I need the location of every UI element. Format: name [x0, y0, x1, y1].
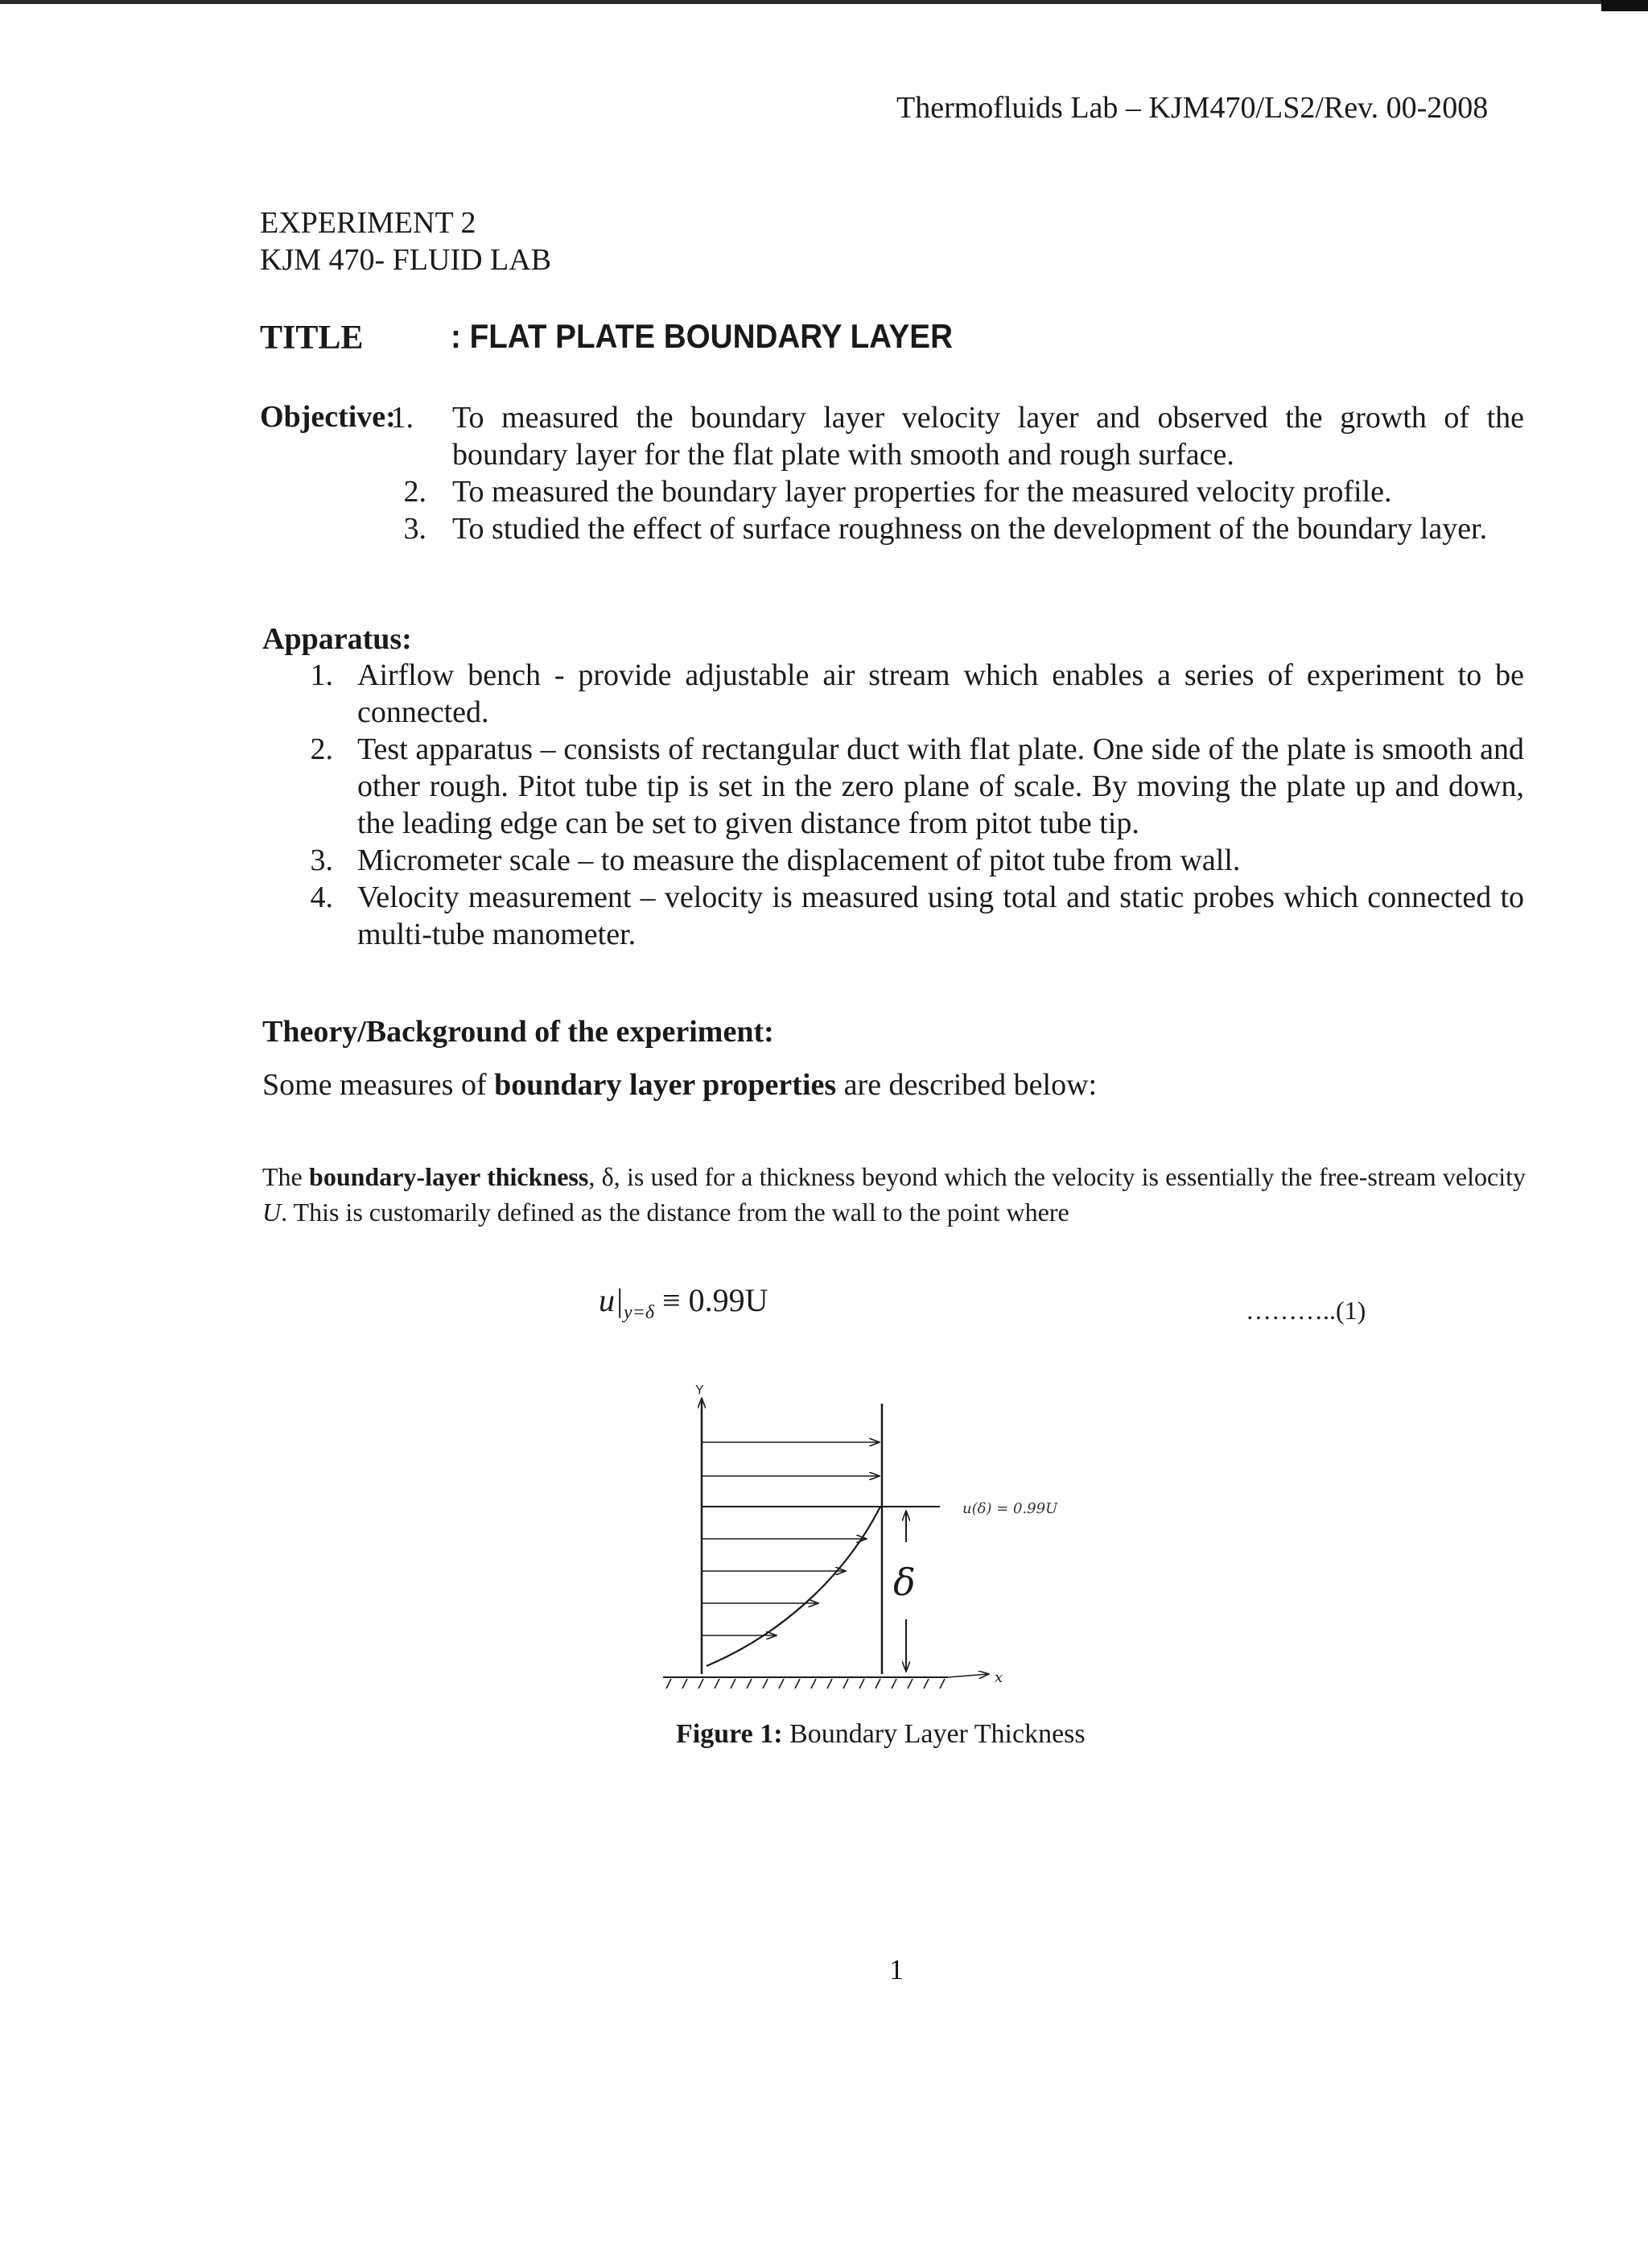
- experiment-heading: [260, 204, 551, 278]
- para-bold: boundary-layer thickness: [309, 1162, 589, 1191]
- equation-lhs: u|: [599, 1282, 624, 1318]
- equation-1: [599, 1281, 768, 1324]
- theory-heading: Theory/Background of the experiment:: [262, 1015, 774, 1049]
- equation-number: ………..(1): [1246, 1296, 1366, 1325]
- title-label: TITLE: [260, 320, 364, 357]
- apparatus-item-4: Velocity measurement – velocity is measured using total and static probes which connected to multi-tube manometer.: [357, 880, 1524, 951]
- apparatus-item-3: Micrometer scale – to measure the displacement of pitot tube from wall.: [357, 843, 1241, 877]
- apparatus-label: Apparatus:: [262, 622, 412, 656]
- velocity-profile-curve: [707, 1507, 880, 1666]
- intro-bold: boundary layer properties: [494, 1068, 837, 1102]
- boundary-layer-figure: [658, 1378, 1141, 1716]
- para-mid: , δ, is used for a thickness beyond which the velocity is essentially the free-stream velocity: [588, 1162, 1526, 1191]
- theory-intro: [262, 1067, 1097, 1103]
- title-text: : FLAT PLATE BOUNDARY LAYER: [451, 317, 953, 355]
- objective-item-3: To studied the effect of surface roughness on the development of the boundary layer.: [452, 512, 1488, 546]
- experiment-number: EXPERIMENT 2: [260, 206, 476, 240]
- thickness-paragraph: [262, 1159, 1526, 1230]
- page-number: 1: [889, 1953, 904, 1986]
- equation-rhs: ≡ 0.99U: [654, 1282, 768, 1318]
- objective-num-1: 1.: [390, 401, 414, 435]
- intro-pre: Some measures of: [262, 1068, 495, 1102]
- wall-hatching: [666, 1679, 945, 1689]
- equation-subscript: y=δ: [624, 1302, 655, 1323]
- x-axis-label: x: [995, 1669, 1003, 1686]
- apparatus-num-3: 3.: [310, 843, 333, 877]
- para-post: . This is customarily defined as the distance from the wall to the point where: [281, 1198, 1069, 1227]
- objective-num-3: 3.: [403, 512, 426, 546]
- y-axis-label: Y: [695, 1383, 704, 1397]
- figure-caption: [676, 1719, 1086, 1750]
- scan-edge-line: [0, 0, 1648, 4]
- objective-label: Objective:: [260, 400, 396, 434]
- objective-num-2: 2.: [403, 475, 426, 509]
- annotation-label: u(δ) = 0.99U: [962, 1500, 1058, 1517]
- apparatus-num-2: 2.: [310, 732, 333, 766]
- page-header: Thermofluids Lab – KJM470/LS2/Rev. 00-2008: [896, 91, 1489, 125]
- objective-item-1: To measured the boundary layer velocity layer and observed the growth of the boundary layer for the flat plate with smooth and rough surface.: [452, 401, 1524, 472]
- caption-label: Figure 1:: [676, 1719, 783, 1749]
- apparatus-num-4: 4.: [310, 880, 333, 914]
- para-pre: The: [262, 1162, 310, 1191]
- x-axis-arrow: [948, 1674, 988, 1677]
- delta-label: δ: [893, 1561, 916, 1604]
- course-name: KJM 470- FLUID LAB: [260, 243, 552, 277]
- apparatus-item-2: Test apparatus – consists of rectangular duct with flat plate. One side of the plate is smooth and other rough. Pitot tube tip is set in the zero plane of scale. By moving the plate up and down, the leading edge can be set to given distance from pitot tube tip.: [357, 732, 1524, 840]
- apparatus-num-1: 1.: [310, 658, 333, 692]
- scan-edge-mark: [1601, 0, 1648, 11]
- objective-item-2: To measured the boundary layer properties for the measured velocity profile.: [452, 475, 1392, 509]
- caption-text: Boundary Layer Thickness: [782, 1719, 1086, 1749]
- apparatus-item-1: Airflow bench - provide adjustable air stream which enables a series of experiment to be connected.: [357, 658, 1524, 729]
- intro-post: are described below:: [836, 1068, 1098, 1102]
- para-italic: U: [262, 1198, 282, 1227]
